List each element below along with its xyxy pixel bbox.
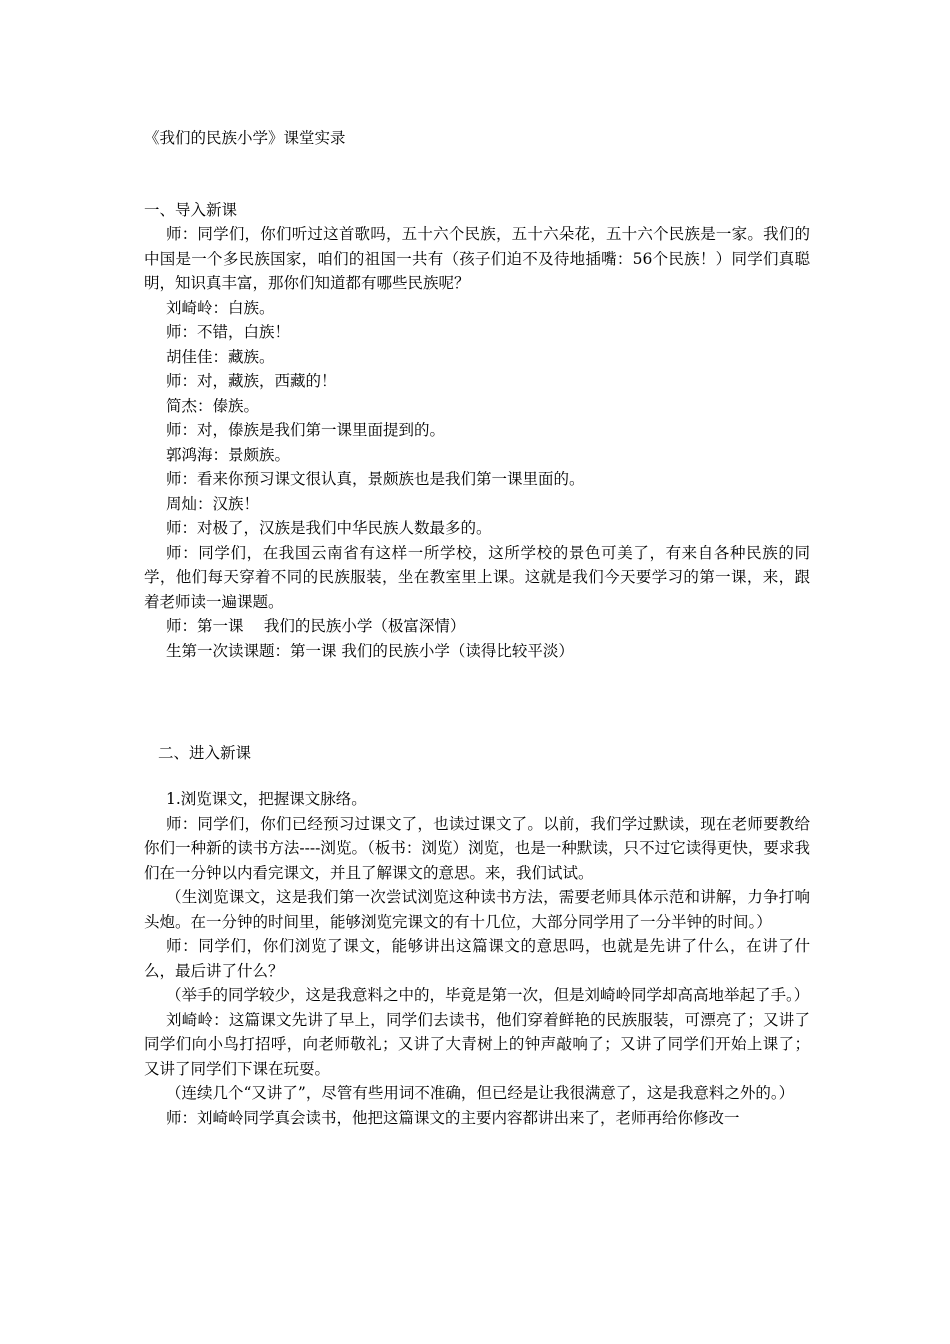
paragraph: 师：同学们，你们浏览了课文，能够讲出这篇课文的意思吗，也就是先讲了什么，在讲了什么，最后讲了什么？ (144, 937, 810, 980)
paragraph: 师：对极了，汉族是我们中华民族人数最多的。 (166, 519, 492, 537)
document-title: 《我们的民族小学》课堂实录 (144, 129, 346, 147)
paragraph: （连续几个“又讲了”，尽管有些用词不准确，但已经是让我很满意了，这是我意料之外的。） (166, 1084, 795, 1102)
paragraph: 师：看来你预习课文很认真，景颇族也是我们第一课里面的。 (166, 470, 585, 488)
section-heading: 一、导入新课 (144, 201, 238, 219)
paragraph: 师：不错，白族！ (166, 323, 291, 341)
paragraph: 胡佳佳：藏族。 (166, 347, 275, 366)
spacer (144, 765, 810, 787)
paragraph: （举手的同学较少，这是我意料之中的，毕竟是第一次，但是刘崎岭同学却高高地举起了手。） (166, 986, 810, 1004)
paragraph: 郭鸿海：景颇族。 (166, 445, 291, 464)
paragraph: 简杰：傣族。 (166, 396, 260, 415)
paragraph: 师：同学们，在我国云南省有这样一所学校，这所学校的景色可美了，有来自各种民族的同学，他们每天穿着不同的民族服装，坐在教室里上课。这就是我们今天要学习的第一课，来，跟着老师读一遍课题。 (144, 543, 810, 611)
paragraph: 师：对，藏族，西藏的！ (166, 372, 337, 390)
paragraph: 师：同学们，你们听过这首歌吗，五十六个民族，五十六朵花，五十六个民族是一家。我们的中国是一个多民族国家，咱们的祖国一共有（孩子们迫不及待地插嘴：56个民族！）同学们真聪明，知识真丰富，那你们知道都有哪些民族呢？ (144, 225, 810, 292)
paragraph: 刘崎岭：这篇课文先讲了早上，同学们去读书，他们穿着鲜艳的民族服装，可漂亮了；又讲了同学们向小鸟打招呼，向老师敬礼；又讲了大青树上的钟声敲响了；又讲了同学们开始上课了；又讲了同学们下课在玩耍。 (144, 1010, 810, 1078)
paragraph: 刘崎岭：白族。 (166, 298, 275, 317)
paragraph: 周灿：汉族！ (166, 494, 260, 513)
paragraph: 师：同学们，你们已经预习过课文了，也读过课文了。以前，我们学过默读，现在老师要教给你们一种新的读书方法----浏览。（板书：浏览）浏览，也是一种默读，只不过它读得更快，要求我们在一分钟以内看完课文，并且了解课文的意思。来，我们试试。 (144, 814, 810, 882)
subheading: 1.浏览课文，把握课文脉络。 (166, 790, 367, 808)
paragraph: 师：刘崎岭同学真会读书，他把这篇课文的主要内容都讲出来了，老师再给你修改一 (166, 1108, 740, 1127)
section-intro (144, 198, 810, 663)
section-heading: 二、进入新课 (158, 744, 252, 762)
paragraph: 生第一次读课题：第一课 我们的民族小学（读得比较平淡） (166, 641, 574, 660)
paragraph: 师：对，傣族是我们第一课里面提到的。 (166, 421, 446, 439)
paragraph: （生浏览课文，这是我们第一次尝试浏览这种读书方法，需要老师具体示范和讲解，力争打响头炮。在一分钟的时间里，能够浏览完课文的有十几位，大部分同学用了一分半钟的时间。） (144, 888, 810, 931)
paragraph: 师：第一课 我们的民族小学（极富深情） (166, 617, 466, 635)
section-new-lesson (144, 741, 810, 1130)
